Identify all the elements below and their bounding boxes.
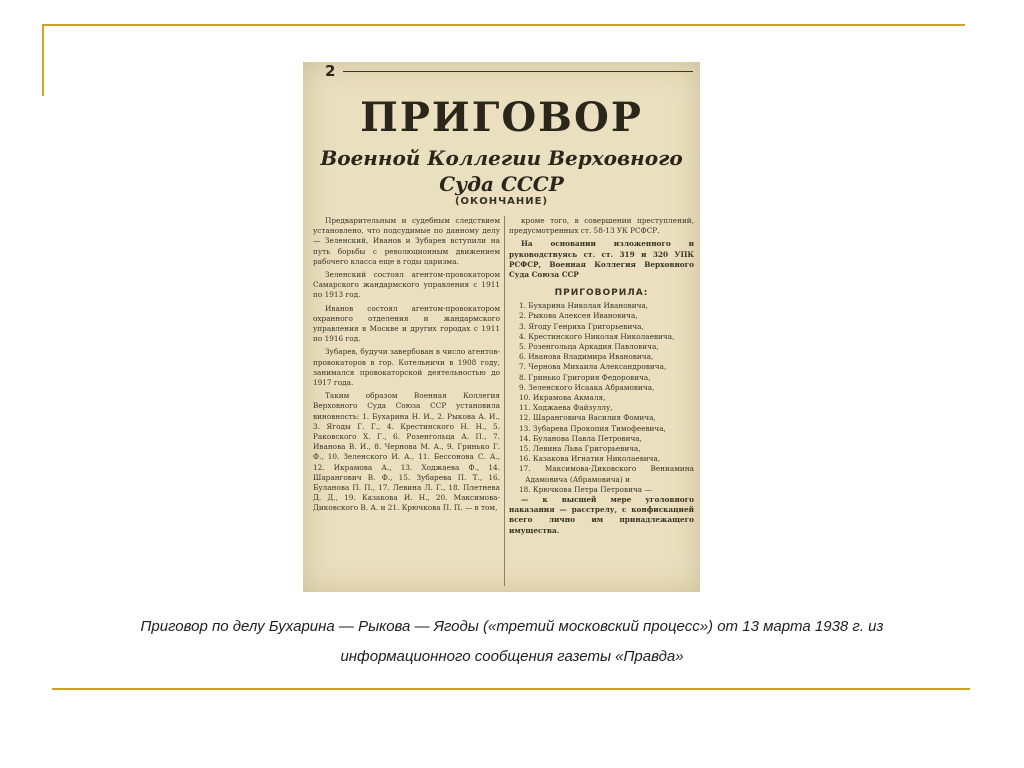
verdict-tail: — к высшей мере уголовного наказания — расстрелу, с конфискацией всего лично им принадлежащего имущества. <box>509 495 694 535</box>
list-item: 15. Левина Льва Григорьевича, <box>519 444 641 454</box>
image-caption <box>60 612 964 672</box>
list-item: 1. Бухарина Николая Ивановича, <box>519 301 649 311</box>
list-item: 14. Буланова Павла Петровича, <box>519 433 642 443</box>
list-item: 9. Зеленского Исаака Абрамовича, <box>519 382 655 392</box>
header-rule <box>343 71 693 72</box>
subheadline-line-1: Военной Коллегии Верховного <box>320 146 683 170</box>
list-item: 3. Ягоду Генриха Григорьевича, <box>519 321 644 331</box>
list-item: 12. Шаранговича Василия Фомича, <box>519 413 656 423</box>
paragraph: Зубарев, будучи завербован в число агентов-провокаторов в гор. Котельничи в 1908 году, занимался провокаторской деятельностью до 1917 года. <box>313 347 500 388</box>
verdict-heading: ПРИГОВОРИЛА: <box>554 288 649 299</box>
column-divider <box>504 216 505 586</box>
continuation-note: (ОКОНЧАНИЕ) <box>454 196 549 207</box>
sentenced-list <box>509 301 694 495</box>
left-column <box>313 216 500 517</box>
list-item: 4. Крестинского Николая Николаевича, <box>519 331 675 341</box>
caption-line-2: информационного сообщения газеты «Правда» <box>340 648 684 665</box>
subheadline-line-2: Суда СССР <box>439 172 564 196</box>
list-item: 7. Чернова Михаила Александровича, <box>519 362 667 372</box>
list-item: 5. Розенгольца Аркадия Павловича, <box>519 342 659 352</box>
paragraph: Таким образом Военная Коллегия Верховного Суда Союза ССР установила виновность: 1. Бухарина Н. И., 2. Рыкова А. И., 3. Ягоды Г. Г., 4. Крестинского Н. Н., 5. Раковского Х. Г., 6. Розенгольца А. П., 7. Иванова В. И., 8. Чернова М. А., 9. Гринько Г. Ф., 10. Зеленского И. А., 11. Бессонова С. А., 12. Икрамова А., 13. Ходжаева Ф., 14. Шарангович В. Ф., 15. Зубарева П. Т., 16. Буланова П. П., 17. Левина Л. Г., 18. Плетнева Д. Д., 19. Казакова И. Н., 20. Максимова-Диковского В. А. и 21. Крючкова П. П. — в том, <box>313 391 500 513</box>
paragraph: Иванов состоял агентом-провокатором охранного отделения и жандармского управления в Москве и других городах с 1911 по 1916 год. <box>313 303 500 344</box>
frame-bottom-line <box>52 688 970 690</box>
list-item: 8. Гринько Григория Федоровича, <box>519 372 651 382</box>
paragraph: На основании изложенного и руководствуясь ст. ст. 319 и 320 УПК РСФСР, Военная Коллегия Верховного Суда Союза ССР <box>509 239 694 280</box>
list-item: 6. Иванова Владимира Ивановича, <box>519 352 654 362</box>
frame-top-line <box>42 24 965 26</box>
list-item: 10. Икрамова Акмаля, <box>519 393 606 403</box>
paragraph: Зеленский состоял агентом-провокатором Самарского жандармского управления с 1911 по 1913 год. <box>313 270 500 300</box>
right-column <box>509 216 694 539</box>
list-item: 18. Крючкова Петра Петровича — <box>519 484 652 494</box>
paragraph: кроме того, в совершении преступлений, предусмотренных ст. 58-13 УК РСФСР. <box>509 216 694 236</box>
newspaper-clipping <box>303 62 700 592</box>
page-number: 2 <box>325 62 336 80</box>
list-item: 17. Максимова-Диковского Вениамина Адамовича (Абрамовича) и <box>519 464 694 484</box>
list-item: 11. Ходжаева Файзуллу, <box>519 403 613 413</box>
paragraph: Предварительным и судебным следствием установлено, что подсудимые по данному делу — Зеленский, Иванов и Зубарев вступили на путь борьбы с революционным движением рабочего класса еще в годы царизма. <box>313 216 500 266</box>
list-item: 16. Казакова Игнатия Николаевича, <box>519 454 661 464</box>
list-item: 2. Рыкова Алексея Ивановича, <box>519 311 638 321</box>
subheadline <box>303 145 700 197</box>
caption-line-1: Приговор по делу Бухарина — Рыкова — Ягоды («третий московский процесс») от 13 марта 1938 г. из <box>140 618 884 635</box>
list-item: 13. Зубарева Прокопия Тимофеевича, <box>519 423 666 433</box>
headline: ПРИГОВОР <box>360 94 643 141</box>
frame-left-line <box>42 24 44 96</box>
